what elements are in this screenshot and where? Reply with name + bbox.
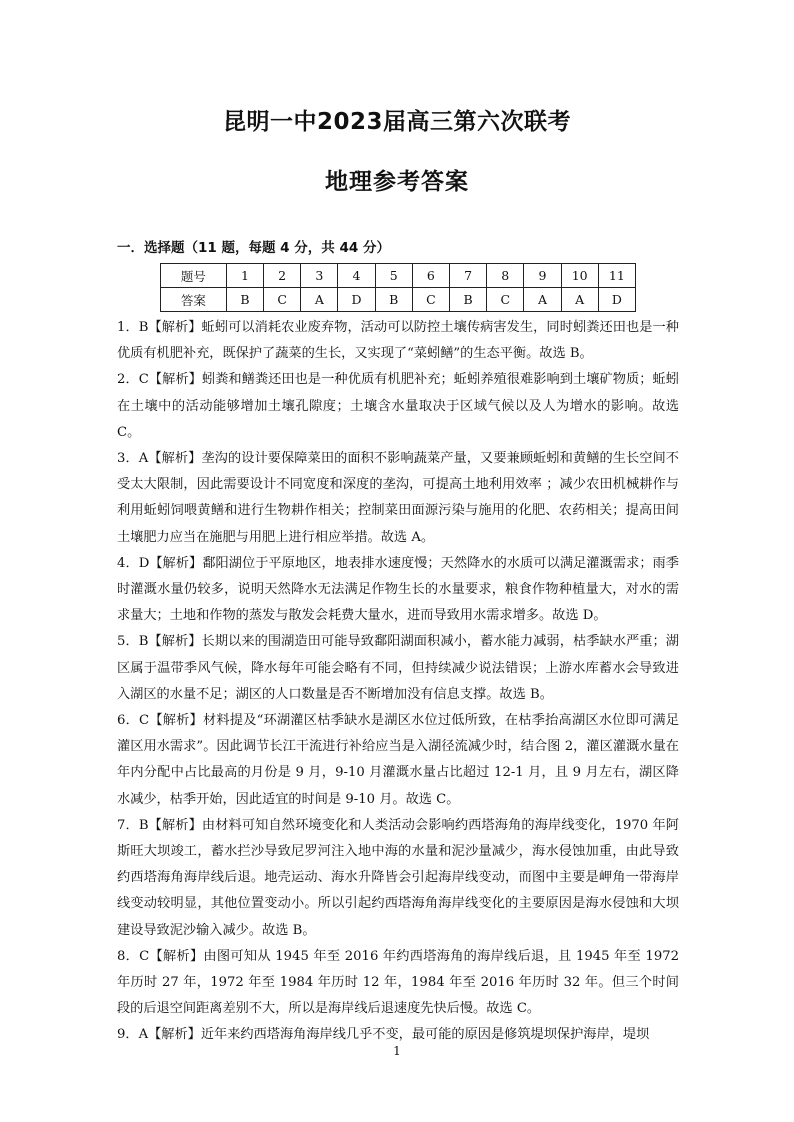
document-subtitle: 地理参考答案 [325, 169, 469, 195]
table-cell: 8 [487, 264, 524, 288]
table-cell: C [412, 288, 449, 312]
table-cell: B [375, 288, 412, 312]
table-cell: 10 [561, 264, 598, 288]
explanation-paragraph: 3．A【解析】垄沟的设计要保障菜田的面积不影响蔬菜产量，又要兼顾蚯蚓和黄鳝的生长空间不受太大限制，因此需要设计不同宽度和深度的垄沟，可提高土地利用效率 ；减少农田机械耕作与利用蚯蚓饲喂黄鳝和进行生物耕作相关；控制菜田面源污染与施用的化肥、农药相关；提高田间土壤肥力应当在施肥与用肥上进行相应举措。故选 A。 [117, 451, 679, 545]
table-cell: A [301, 288, 338, 312]
table-row-label: 答案 [161, 288, 227, 312]
explanation-paragraph: 8．C【解析】由图可知从 1945 年至 2016 年约西塔海角的海岸线后退，且 1945 年至 1972 年历时 27 年，1972 年至 1984 年历时 12 年，1984 年至 2016 年历时 32 年。但三个时间段的后退空间距离差别不大，所以是海岸线后退速度先快后慢。故选 C。 [117, 948, 679, 1017]
table-cell: 7 [450, 264, 487, 288]
table-cell: B [226, 288, 263, 312]
table-cell: C [264, 288, 301, 312]
document-title: 昆明一中2023届高三第六次联考 [222, 109, 571, 135]
table-cell: B [450, 288, 487, 312]
explanation-paragraph: 4．D【解析】鄱阳湖位于平原地区，地表排水速度慢；天然降水的水质可以满足灌溉需求；雨季时灌溉水量仍较多，说明天然降水无法满足作物生长的水量要求，粮食作物种植量大，对水的需求量大；土地和作物的蒸发与散发会耗费大量水，进而导致用水需求增多。故选 D。 [117, 555, 679, 624]
explanation-paragraph: 6．C【解析】材料提及“环湖灌区枯季缺水是湖区水位过低所致，在枯季抬高湖区水位即可满足灌区用水需求”。因此调节长江干流进行补给应当是入湖径流减少时，结合图 2，灌区灌溉水量在年内分配中占比最高的月份是 9 月，9-10 月灌溉水量占比超过 12-1 月，且 9 月左右，湖区降水减少，枯季开始，因此适宜的时间是 9-10 月。故选 C。 [117, 713, 679, 807]
table-cell: A [524, 288, 561, 312]
table-cell: 1 [226, 264, 263, 288]
section-heading: 一．选择题（11 题，每题 4 分，共 44 分） [117, 240, 390, 256]
table-cell: D [338, 288, 375, 312]
answer-table [160, 263, 636, 312]
table-cell: 4 [338, 264, 375, 288]
answer-table-number-row [161, 264, 636, 288]
table-cell: 6 [412, 264, 449, 288]
table-row-label: 题号 [161, 264, 227, 288]
table-cell: 11 [598, 264, 635, 288]
explanation-paragraph: 9．A【解析】近年来约西塔海角海岸线几乎不变，最可能的原因是修筑堤坝保护海岸，堤坝 [117, 1027, 650, 1043]
table-cell: 2 [264, 264, 301, 288]
explanation-paragraph: 2．C【解析】蚓粪和鳝粪还田也是一种优质有机肥补充；蚯蚓养殖很难影响到土壤矿物质；蚯蚓在土壤中的活动能够增加土壤孔隙度；土壤含水量取决于区域气候以及人为增水的影响。故选 C。 [117, 372, 679, 440]
table-cell: D [598, 288, 635, 312]
table-cell: A [561, 288, 598, 312]
table-cell: C [487, 288, 524, 312]
explanation-paragraph: 7．B【解析】由材料可知自然环境变化和人类活动会影响约西塔海角的海岸线变化，1970 年阿斯旺大坝竣工，蓄水拦沙导致尼罗河注入地中海的水量和泥沙量减少，海水侵蚀加重，由此导致约西塔海角海岸线后退。地壳运动、海水升降皆会引起海岸线变动，而图中主要是岬角一带海岸线变动较明显，其他位置变动小。所以引起约西塔海角海岸线变化的主要原因是海水侵蚀和大坝建设导致泥沙输入减少。故选 B。 [117, 817, 679, 938]
explanation-paragraph: 1．B【解析】蚯蚓可以消耗农业废弃物，活动可以防控土壤传病害发生，同时蚓粪还田也是一种优质有机肥补充，既保护了蔬菜的生长，又实现了“菜蚓鳝”的生态平衡。故选 B。 [117, 320, 679, 362]
table-cell: 9 [524, 264, 561, 288]
explanation-paragraph: 5．B【解析】长期以来的围湖造田可能导致鄱阳湖面积减小，蓄水能力减弱，枯季缺水严重；湖区属于温带季风气候，降水每年可能会略有不同，但持续减少说法错误；上游水库蓄水会导致进入湖区的水量不足；湖区的人口数量是否不断增加没有信息支撑。故选 B。 [117, 634, 679, 702]
table-cell: 3 [301, 264, 338, 288]
page-number: 1 [393, 1044, 401, 1058]
answer-table-answer-row [161, 288, 636, 312]
table-cell: 5 [375, 264, 412, 288]
explanations [117, 315, 679, 1049]
